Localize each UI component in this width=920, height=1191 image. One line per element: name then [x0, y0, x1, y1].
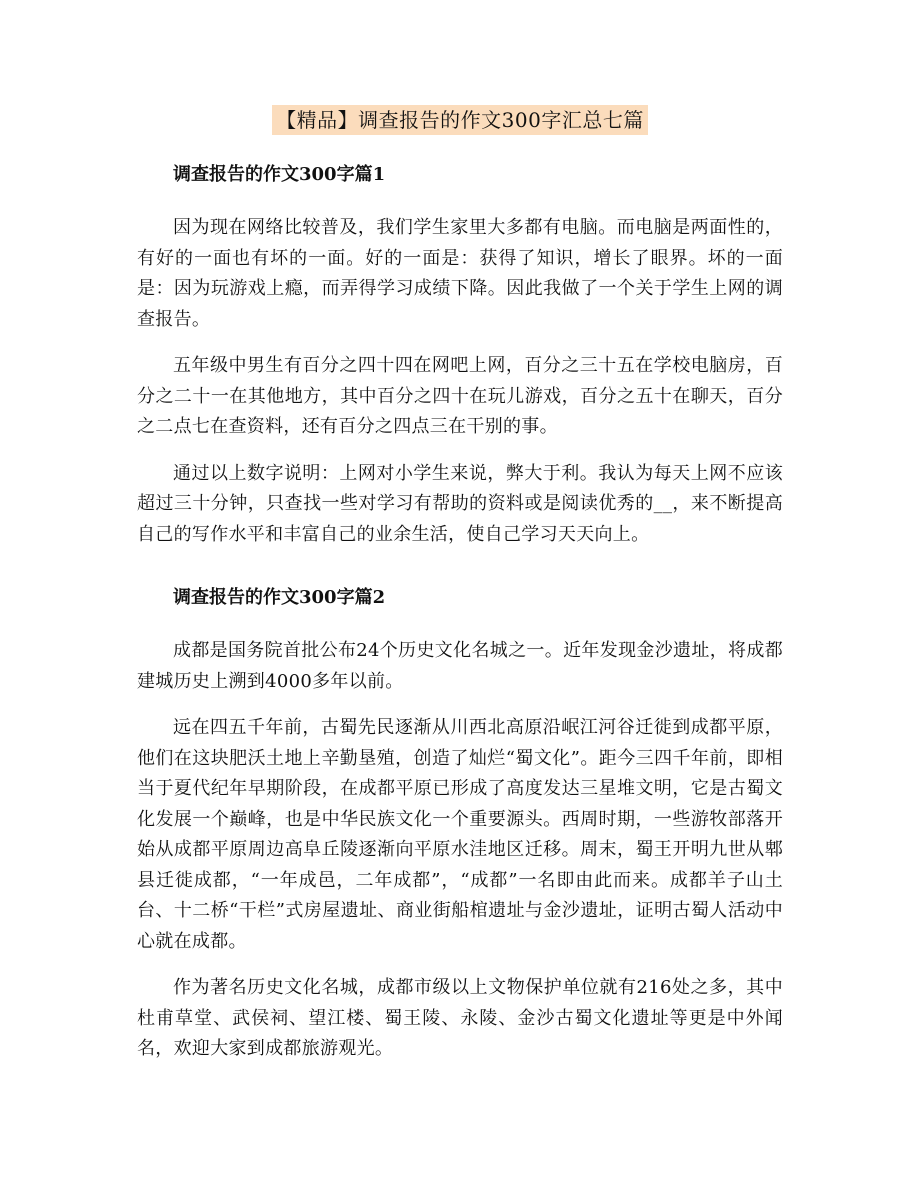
document-page [137, 105, 783, 1081]
section-1-paragraph-1: 因为现在网络比较普及，我们学生家里大多都有电脑。而电脑是两面性的，有好的一面也有坏的一面。好的一面是：获得了知识，增长了眼界。坏的一面是：因为玩游戏上瘾，而弄得学习成绩下降。因此我做了一个关于学生上网的调查报告。 [137, 217, 783, 330]
section-2-paragraph-2: 远在四五千年前，古蜀先民逐渐从川西北高原沿岷江河谷迁徙到成都平原，他们在这块肥沃土地上辛勤垦殖，创造了灿烂“蜀文化”。距今三四千年前，即相当于夏代纪年早期阶段，在成都平原已形成了高度发达三星堆文明，它是古蜀文化发展一个巅峰，也是中华民族文化一个重要源头。西周时期，一些游牧部落开始从成都平原周边高阜丘陵逐渐向平原水洼地区迁移。周末，蜀王开明九世从郫县迁徙成都，“一年成邑，二年成都”，“成都”一名即由此而来。成都羊子山土台、十二桥“干栏”式房屋遗址、商业街船棺遗址与金沙遗址，证明古蜀人活动中心就在成都。 [137, 717, 783, 952]
document-title: 【精品】调查报告的作文300字汇总七篇 [272, 105, 648, 135]
section-2-heading: 调查报告的作文300字篇2 [173, 587, 386, 608]
section-1-paragraph-2: 五年级中男生有百分之四十四在网吧上网，百分之三十五在学校电脑房，百分之二十一在其他地方，其中百分之四十在玩儿游戏，百分之五十在聊天，百分之二点七在查资料，还有百分之四点三在干别的事。 [137, 355, 783, 437]
section-1-heading: 调查报告的作文300字篇1 [173, 164, 386, 185]
section-2-paragraph-3: 作为著名历史文化名城，成都市级以上文物保护单位就有216处之多，其中杜甫草堂、武侯祠、望江楼、蜀王陵、永陵、金沙古蜀文化遗址等更是中外闻名，欢迎大家到成都旅游观光。 [137, 977, 783, 1059]
section-2-paragraph-1: 成都是国务院首批公布24个历史文化名城之一。近年发现金沙遗址，将成都建城历史上溯到4000多年以前。 [137, 640, 783, 692]
section-1-paragraph-3: 通过以上数字说明：上网对小学生来说，弊大于利。我认为每天上网不应该超过三十分钟，只查找一些对学习有帮助的资料或是阅读优秀的__，来不断提高自己的写作水平和丰富自己的业余生活，使自己学习天天向上。 [137, 462, 783, 545]
title-wrap [137, 105, 783, 135]
